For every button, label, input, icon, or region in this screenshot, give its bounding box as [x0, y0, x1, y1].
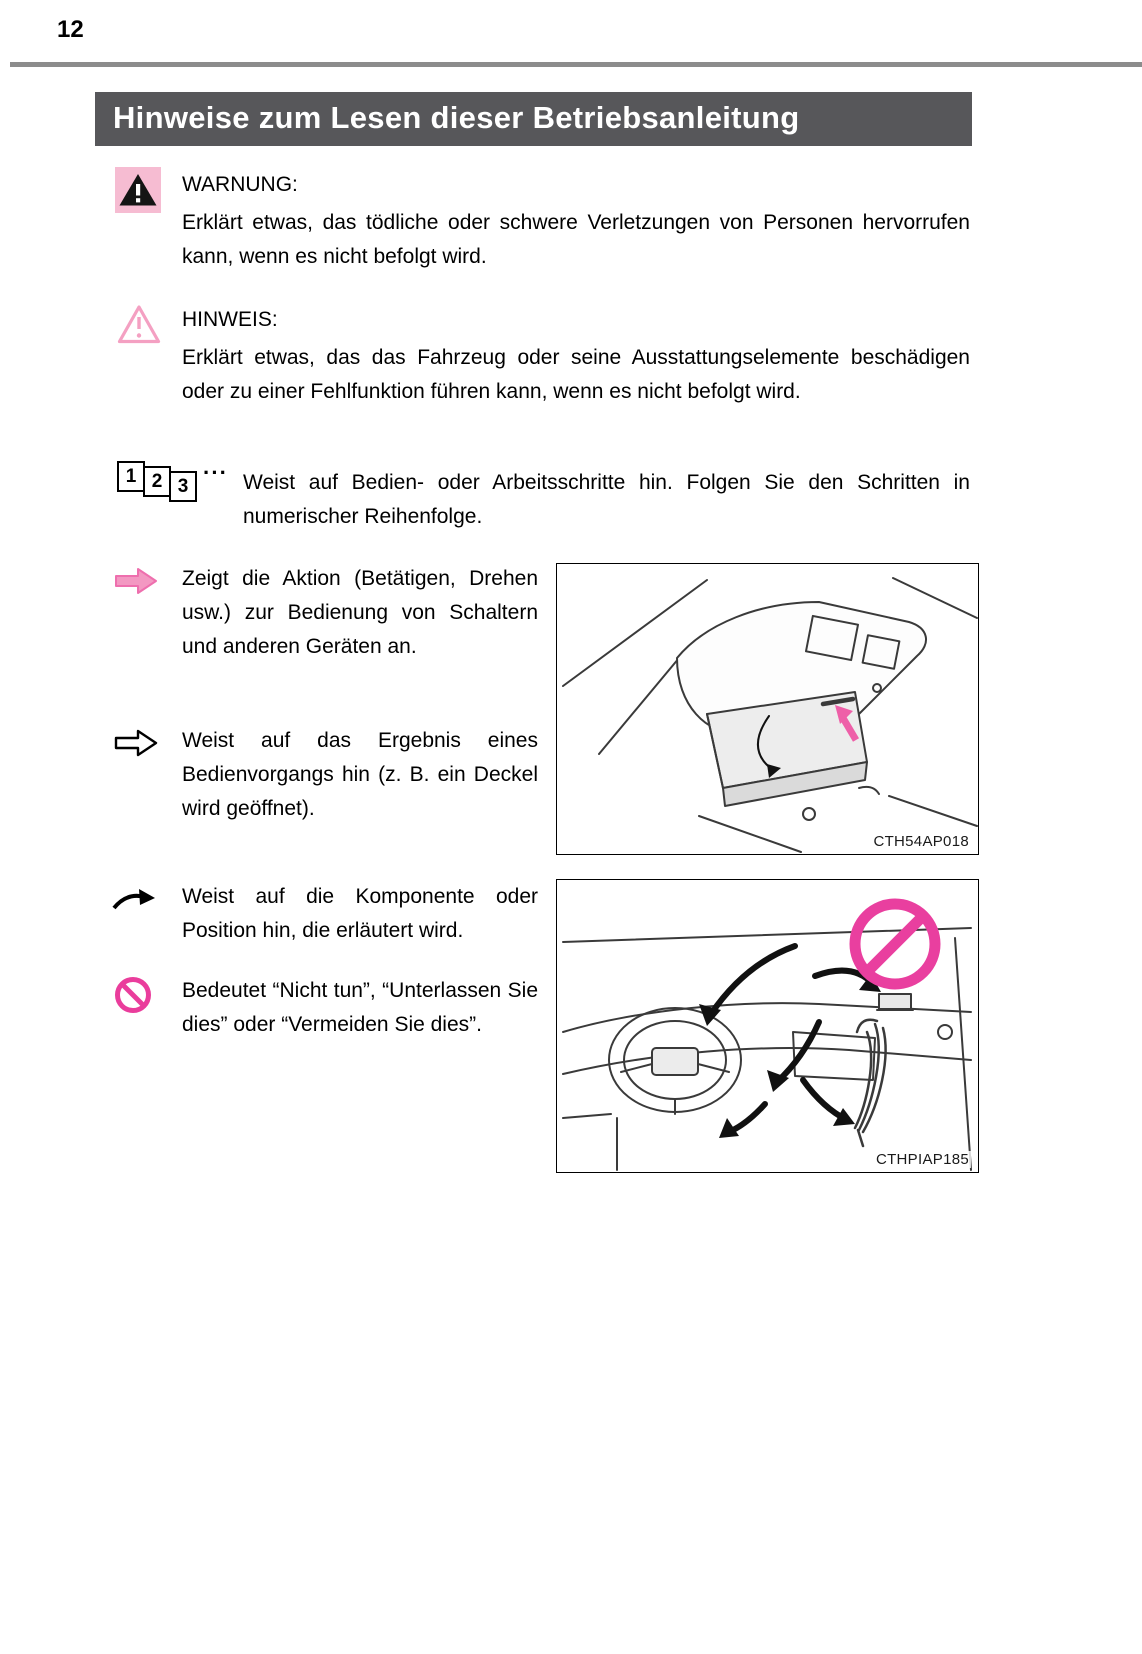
result-arrow-text: Weist auf das Ergebnis eines Bedienvorgangs hin (z. B. ein Deckel wird geöffnet).: [182, 729, 538, 820]
result-arrow-icon: [113, 728, 159, 763]
step-box-2: 2: [143, 466, 171, 497]
steps-icon: [117, 460, 228, 497]
warnung-section: [182, 170, 970, 274]
overhead-console-illustration: [556, 563, 979, 855]
hinweis-section: [182, 305, 970, 409]
figure-caption: CTHPIAP185: [875, 1151, 969, 1168]
caution-triangle-icon: [117, 303, 161, 350]
steps-ellipsis: ···: [203, 460, 228, 485]
action-arrow-icon: [113, 566, 159, 601]
header-rule: [10, 62, 1142, 67]
prohibition-text: Bedeutet “Nicht tun”, “Unterlassen Sie dies” oder “Vermeiden Sie dies”.: [182, 979, 538, 1036]
hinweis-label: HINWEIS:: [182, 308, 278, 331]
warning-triangle-icon: [115, 167, 161, 218]
prohibition-icon: [113, 975, 153, 1020]
warnung-label: WARNUNG:: [182, 173, 298, 196]
step-box-3: 3: [169, 471, 197, 502]
page-title: Hinweise zum Lesen dieser Betriebsanleitung: [95, 92, 972, 146]
figure-caption: CTH54AP018: [873, 833, 969, 850]
warnung-text: Erklärt etwas, das tödliche oder schwere Verletzungen von Personen hervorrufen kann, wenn es nicht befolgt wird.: [182, 211, 970, 268]
component-arrow-text: Weist auf die Komponente oder Position hin, die erläutert wird.: [182, 885, 538, 942]
steps-text: Weist auf Bedien- oder Arbeitsschritte hin. Folgen Sie den Schritten in numerischer Reihenfolge.: [243, 471, 970, 528]
page-number: 12: [57, 16, 84, 43]
action-arrow-text: Zeigt die Aktion (Betätigen, Drehen usw.) zur Bedienung von Schaltern und anderen Geräten an.: [182, 567, 538, 658]
hinweis-text: Erklärt etwas, das das Fahrzeug oder seine Ausstattungselemente beschädigen oder zu einer Fehlfunktion führen kann, wenn es nicht befolgt wird.: [182, 346, 970, 403]
component-arrow-icon: [112, 888, 156, 919]
step-box-1: 1: [117, 461, 145, 492]
dashboard-illustration: [556, 879, 979, 1173]
